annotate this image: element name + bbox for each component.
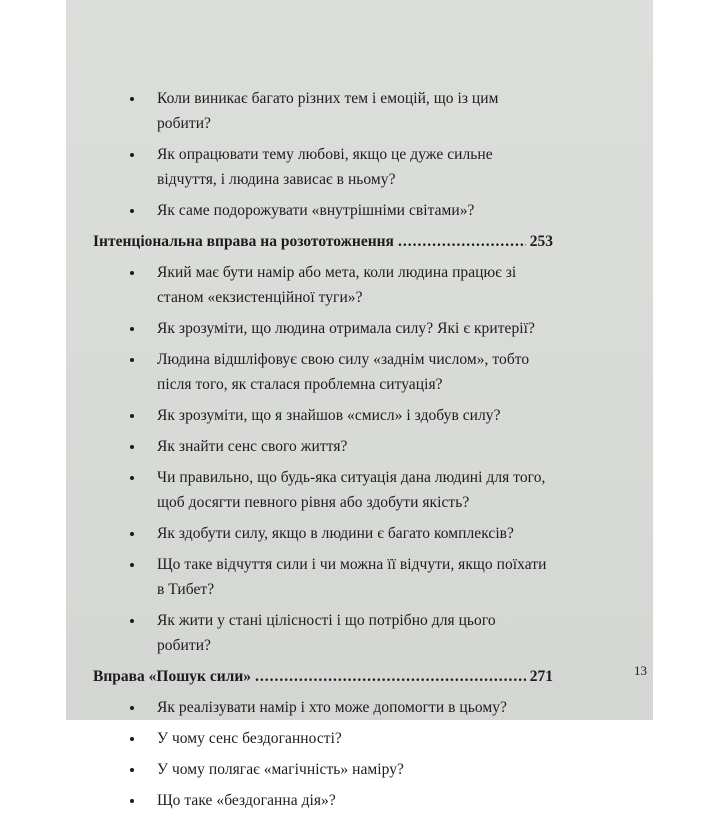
toc-question: Як жити у стані цілісності і що потрібно для цього робити? — [130, 608, 550, 658]
toc-question: Як зрозуміти, що людина отримала силу? Які є критерії? — [130, 316, 550, 341]
bullet-icon — [130, 768, 134, 772]
bullet-icon — [130, 153, 134, 157]
bullet-icon — [130, 799, 134, 803]
book-page — [66, 0, 653, 809]
section-title: Інтенціональна вправа на розототожнення — [93, 233, 394, 250]
toc-question: Як саме подорожувати «внутрішніми світами»? — [130, 198, 550, 223]
page-number: 13 — [634, 663, 647, 678]
bullet-icon — [130, 327, 134, 331]
toc-question: Що таке відчуття сили і чи можна її відчути, якщо поїхати в Тибет? — [130, 552, 550, 602]
toc-question: Як опрацювати тему любові, якщо це дуже сильне відчуття, і людина зависає в ньому? — [130, 142, 550, 192]
bullet-icon — [130, 737, 134, 741]
toc-question: Як здобути силу, якщо в людини є багато комплексів? — [130, 521, 550, 546]
toc-question: Як знайти сенс свого життя? — [130, 434, 550, 459]
bullet-icon — [130, 476, 134, 480]
toc-question: Що таке «бездоганна дія»? — [130, 788, 550, 813]
section-page-number: 271 — [529, 668, 553, 685]
toc-section-heading[interactable] — [93, 664, 553, 689]
toc-question: Як зрозуміти, що я знайшов «смисл» і здобув силу? — [130, 403, 550, 428]
toc-question: У чому сенс бездоганності? — [130, 726, 550, 751]
table-of-contents — [93, 86, 553, 819]
bullet-icon — [130, 532, 134, 536]
bullet-icon — [130, 414, 134, 418]
toc-section-heading[interactable] — [93, 229, 553, 254]
toc-question: Як реалізувати намір і хто може допомогти в цьому? — [130, 695, 550, 720]
bullet-icon — [130, 619, 134, 623]
dot-leader — [398, 229, 526, 254]
bullet-icon — [130, 563, 134, 567]
section-title: Вправа «Пошук сили» — [93, 668, 252, 685]
bullet-icon — [130, 209, 134, 213]
toc-question: Чи правильно, що будь-яка ситуація дана людині для того, щоб досягти певного рівня або здобути якість? — [130, 465, 550, 515]
toc-question: Людина відшліфовує свою силу «заднім числом», тобто після того, як сталася проблемна ситуація? — [130, 347, 550, 397]
section-page-number: 253 — [529, 233, 553, 250]
bullet-icon — [130, 97, 134, 101]
bullet-icon — [130, 271, 134, 275]
toc-question: Який має бути намір або мета, коли людина працює зі станом «екзистенційної туги»? — [130, 260, 550, 310]
toc-question: Коли виникає багато різних тем і емоцій, що із цим робити? — [130, 86, 550, 136]
bullet-icon — [130, 358, 134, 362]
bullet-icon — [130, 445, 134, 449]
toc-question: У чому полягає «магічність» наміру? — [130, 757, 550, 782]
bullet-icon — [130, 706, 134, 710]
dot-leader — [255, 664, 526, 689]
